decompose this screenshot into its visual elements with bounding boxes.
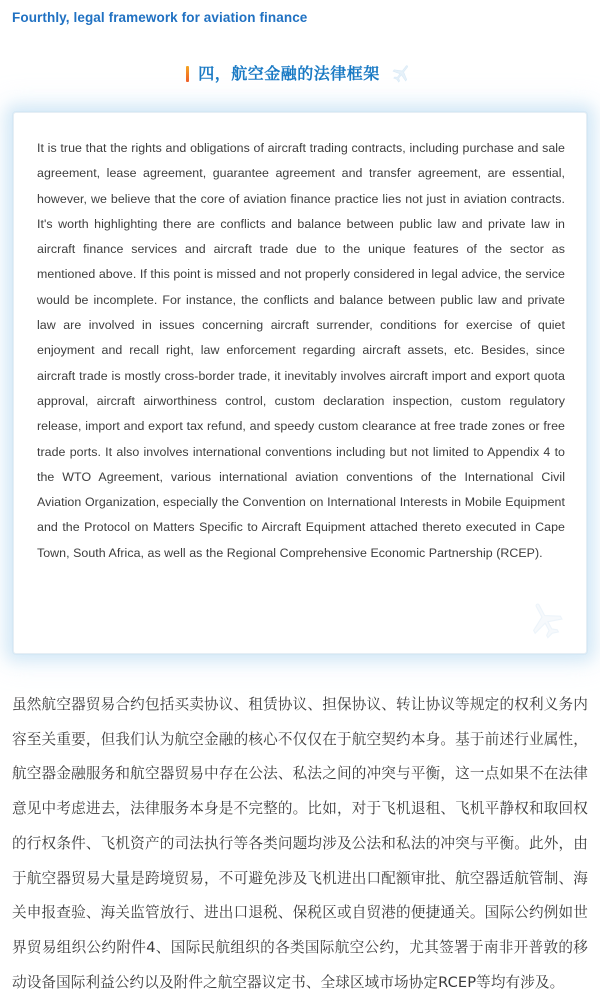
section-heading	[0, 60, 600, 88]
english-quote-text: It is true that the rights and obligations of aircraft trading contracts, including purchase and sale agreement, lease agreement, guarantee agreement and transfer agreement, are essential, however, we believe that the core of aviation finance practice lies not just in aviation contracts. It's worth highlighting there are conflicts and balance between public law and private law in aircraft finance services and aircraft trade due to the unique features of the sector as mentioned above. If this point is missed and not properly considered in legal advice, the service would be incomplete. For instance, the conflicts and balance between public law and private law are involved in issues concerning aircraft surrender, conditions for exercise of quiet enjoyment and recall right, law enforcement regarding aircraft assets, etc. Besides, since aircraft trade is mostly cross-border trade, it inevitably involves aircraft import and export quota approval, aircraft airworthiness control, custom declaration inspection, custom regulatory release, import and export tax refund, and speedy custom clearance at free trade zones or free trade ports. It also involves international conventions including but not limited to Appendix 4 to the WTO Agreement, various international aviation conventions of the International Civil Aviation Organization, especially the Convention on International Interests in Mobile Equipment and the Protocol on Matters Specific to Aircraft Equipment attached thereto executed in Cape Town, South Africa, as well as the Regional Comprehensive Economic Partnership (RCEP).	[37, 141, 565, 560]
accent-bar	[186, 66, 189, 82]
section-heading-label: 四，航空金融的法律框架	[198, 64, 380, 83]
english-quote-box	[13, 112, 587, 654]
chinese-body-paragraph: 虽然航空器贸易合约包括买卖协议、租赁协议、担保协议、转让协议等规定的权利义务内容至关重要，但我们认为航空金融的核心不仅仅在于航空契约本身。基于前述行业属性，航空器金融服务和航空器贸易中存在公法、私法之间的冲突与平衡，这一点如果不在法律意见中考虑进去，法律服务本身是不完整的。比如，对于飞机退租、飞机平静权和取回权的行权条件、飞机资产的司法执行等各类问题均涉及公法和私法的冲突与平衡。此外，由于航空器贸易大量是跨境贸易，不可避免涉及飞机进出口配额审批、航空器适航管制、海关申报查验、海关监管放行、进出口退税、保税区或自贸港的便捷通关。国际公约例如世界贸易组织公约附件4、国际民航组织的各类国际航空公约，尤其签署于南非开普敦的移动设备国际利益公约以及附件之航空器议定书、全球区域市场协定RCEP等均有涉及。	[12, 696, 588, 991]
airplane-icon	[524, 597, 570, 643]
page-title: Fourthly, legal framework for aviation finance	[12, 10, 308, 25]
airplane-icon	[390, 62, 414, 86]
